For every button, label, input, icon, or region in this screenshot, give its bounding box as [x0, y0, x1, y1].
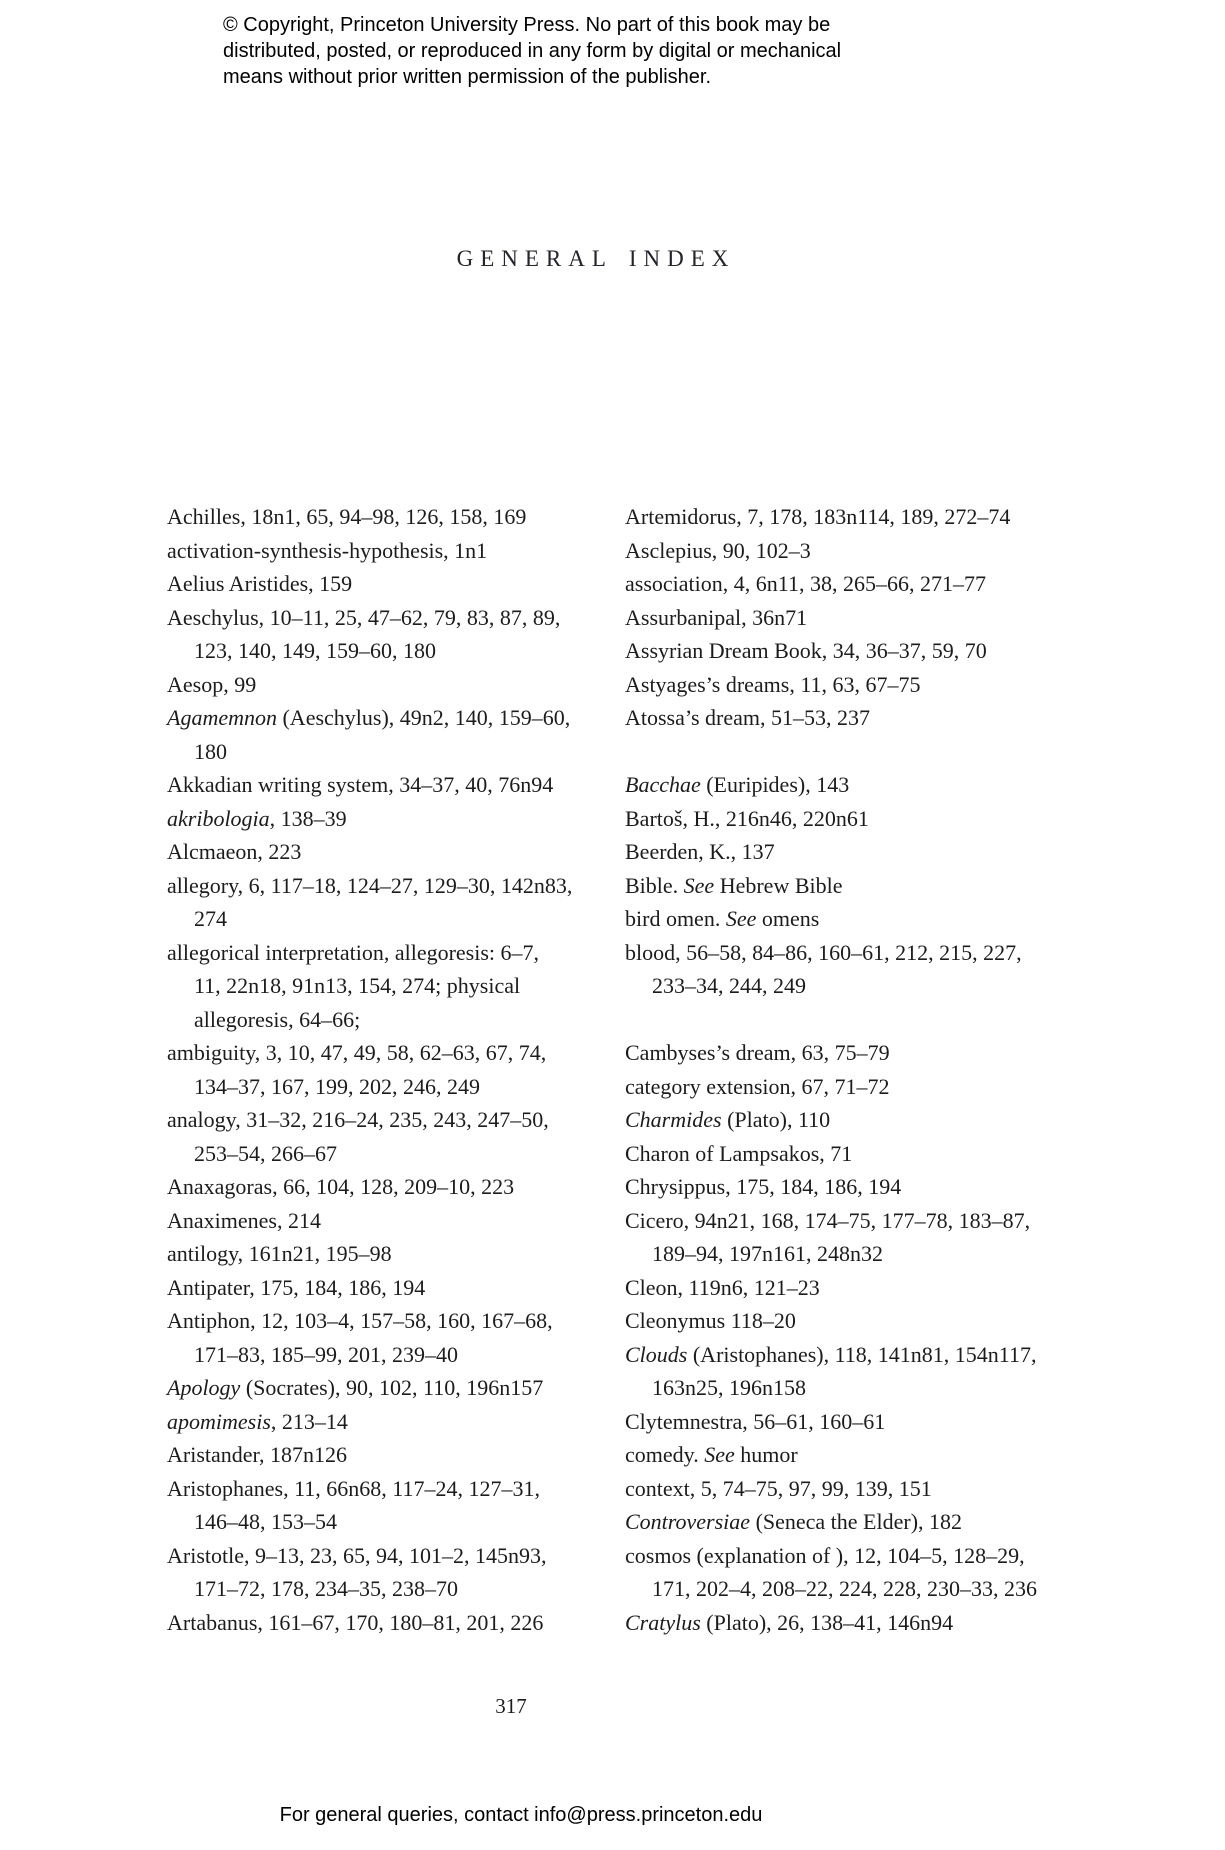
- index-column-right: [625, 500, 1037, 1639]
- index-entry-line: Antiphon, 12, 103–4, 157–58, 160, 167–68,: [167, 1308, 553, 1333]
- index-entry-line: Cleonymus 118–20: [625, 1308, 796, 1333]
- copyright-notice: [223, 12, 841, 90]
- index-entry-line: Aelius Aristides, 159: [167, 571, 353, 596]
- index-entry-line: Agamemnon (Aeschylus), 49n2, 140, 159–60,: [167, 705, 571, 730]
- index-entry-line: Chrysippus, 175, 184, 186, 194: [625, 1174, 902, 1199]
- index-entry-line: Beerden, K., 137: [625, 839, 775, 864]
- index-entry-line: Clytemnestra, 56–61, 160–61: [625, 1408, 886, 1434]
- index-entry-line: Atossa’s dream, 51–53, 237: [625, 705, 871, 730]
- page-title: GENERAL INDEX: [456, 246, 736, 271]
- index-entry-line: Cicero, 94n21, 168, 174–75, 177–78, 183–87,: [625, 1207, 1031, 1233]
- index-entry-line: 233–34, 244, 249: [652, 973, 806, 998]
- index-entry-line: allegoresis, 64–66;: [194, 1006, 361, 1032]
- index-entry-line: 123, 140, 149, 159–60, 180: [194, 638, 436, 663]
- index-entry-line: Apology (Socrates), 90, 102, 110, 196n157: [167, 1375, 544, 1400]
- index-entry-line: Anaximenes, 214: [167, 1207, 321, 1233]
- index-entry-line: Assurbanipal, 36n71: [625, 604, 808, 630]
- index-entry-line: Artabanus, 161–67, 170, 180–81, 201, 226: [167, 1609, 544, 1635]
- index-entry-line: Artemidorus, 7, 178, 183n114, 189, 272–74: [625, 504, 1011, 529]
- index-entry-line: allegory, 6, 117–18, 124–27, 129–30, 142n83,: [167, 872, 573, 898]
- index-entry-line: Anaxagoras, 66, 104, 128, 209–10, 223: [167, 1174, 515, 1199]
- index-entry-line: association, 4, 6n11, 38, 265–66, 271–77: [625, 571, 986, 596]
- column-spacer: [625, 735, 1037, 769]
- copyright-line: means without prior written permission of the publisher.: [223, 66, 712, 88]
- copyright-line: © Copyright, Princeton University Press. No part of this book may be: [223, 14, 831, 36]
- index-entry-line: Antipater, 175, 184, 186, 194: [167, 1274, 426, 1300]
- index-entry-line: 134–37, 167, 199, 202, 246, 249: [194, 1073, 480, 1099]
- index-entry-line: Controversiae (Seneca the Elder), 182: [625, 1509, 963, 1534]
- index-entry-line: Aesop, 99: [167, 671, 257, 697]
- index-entry-line: 171–83, 185–99, 201, 239–40: [194, 1341, 458, 1367]
- index-entry-line: antilogy, 161n21, 195–98: [167, 1241, 392, 1266]
- index-entry-line: 171–72, 178, 234–35, 238–70: [194, 1576, 458, 1601]
- index-entry-line: Bartoš, H., 216n46, 220n61: [625, 805, 869, 831]
- index-entry-line: Asclepius, 90, 102–3: [625, 537, 811, 563]
- index-entry-line: Aristotle, 9–13, 23, 65, 94, 101–2, 145n93,: [167, 1542, 547, 1568]
- index-entry-line: comedy. See humor: [625, 1442, 798, 1467]
- index-entry-line: category extension, 67, 71–72: [625, 1073, 890, 1099]
- index-entry-line: context, 5, 74–75, 97, 99, 139, 151: [625, 1475, 932, 1501]
- page-number: 317: [495, 1694, 527, 1718]
- column-spacer: [625, 1003, 1037, 1037]
- index-entry-line: Clouds (Aristophanes), 118, 141n81, 154n117,: [625, 1341, 1037, 1367]
- index-entry-line: allegorical interpretation, allegoresis: 6–7,: [167, 939, 540, 965]
- index-entry-line: Cratylus (Plato), 26, 138–41, 146n94: [625, 1609, 954, 1635]
- index-entry-line: 163n25, 196n158: [652, 1375, 806, 1400]
- index-entry-line: Alcmaeon, 223: [167, 839, 302, 864]
- index-entry-line: 180: [194, 738, 227, 764]
- footer-contact: For general queries, contact info@press.princeton.edu: [279, 1804, 763, 1826]
- index-entry-line: 11, 22n18, 91n13, 154, 274; physical: [194, 973, 521, 998]
- index-entry-line: akribologia, 138–39: [167, 805, 347, 831]
- index-entry-line: ambiguity, 3, 10, 47, 49, 58, 62–63, 67, 74,: [167, 1040, 547, 1065]
- index-entry-line: Assyrian Dream Book, 34, 36–37, 59, 70: [625, 638, 987, 663]
- index-entry-line: activation-synthesis-hypothesis, 1n1: [167, 537, 488, 563]
- index-entry-line: Cambyses’s dream, 63, 75–79: [625, 1040, 890, 1065]
- index-entry-line: analogy, 31–32, 216–24, 235, 243, 247–50,: [167, 1107, 549, 1132]
- index-entry-line: 146–48, 153–54: [194, 1509, 337, 1534]
- index-entry-line: 274: [194, 906, 227, 931]
- index-column-left: [167, 500, 572, 1639]
- index-entry-line: Cleon, 119n6, 121–23: [625, 1274, 820, 1300]
- index-entry-line: 171, 202–4, 208–22, 224, 228, 230–33, 236: [652, 1576, 1037, 1601]
- index-entry-line: Achilles, 18n1, 65, 94–98, 126, 158, 169: [167, 504, 527, 529]
- index-entry-line: Bible. See Hebrew Bible: [625, 872, 843, 898]
- index-entry-line: Bacchae (Euripides), 143: [625, 772, 850, 797]
- index-entry-line: 253–54, 266–67: [194, 1140, 337, 1166]
- index-entry-line: blood, 56–58, 84–86, 160–61, 212, 215, 227,: [625, 939, 1022, 965]
- index-entry-line: 189–94, 197n161, 248n32: [652, 1241, 883, 1266]
- index-entry-line: apomimesis, 213–14: [167, 1408, 348, 1434]
- index-entry-line: Aristophanes, 11, 66n68, 117–24, 127–31,: [167, 1475, 540, 1501]
- copyright-line: distributed, posted, or reproduced in any form by digital or mechanical: [223, 40, 842, 62]
- index-entry-line: Aristander, 187n126: [167, 1442, 347, 1467]
- index-entry-line: Astyages’s dreams, 11, 63, 67–75: [625, 671, 921, 697]
- index-entry-line: Charmides (Plato), 110: [625, 1107, 831, 1132]
- index-entry-line: cosmos (explanation of ), 12, 104–5, 128–29,: [625, 1542, 1025, 1568]
- index-entry-line: Akkadian writing system, 34–37, 40, 76n94: [167, 772, 554, 797]
- index-entry-line: Aeschylus, 10–11, 25, 47–62, 79, 83, 87, 89,: [167, 604, 561, 630]
- index-entry-line: Charon of Lampsakos, 71: [625, 1140, 853, 1166]
- index-entry-line: bird omen. See omens: [625, 906, 820, 931]
